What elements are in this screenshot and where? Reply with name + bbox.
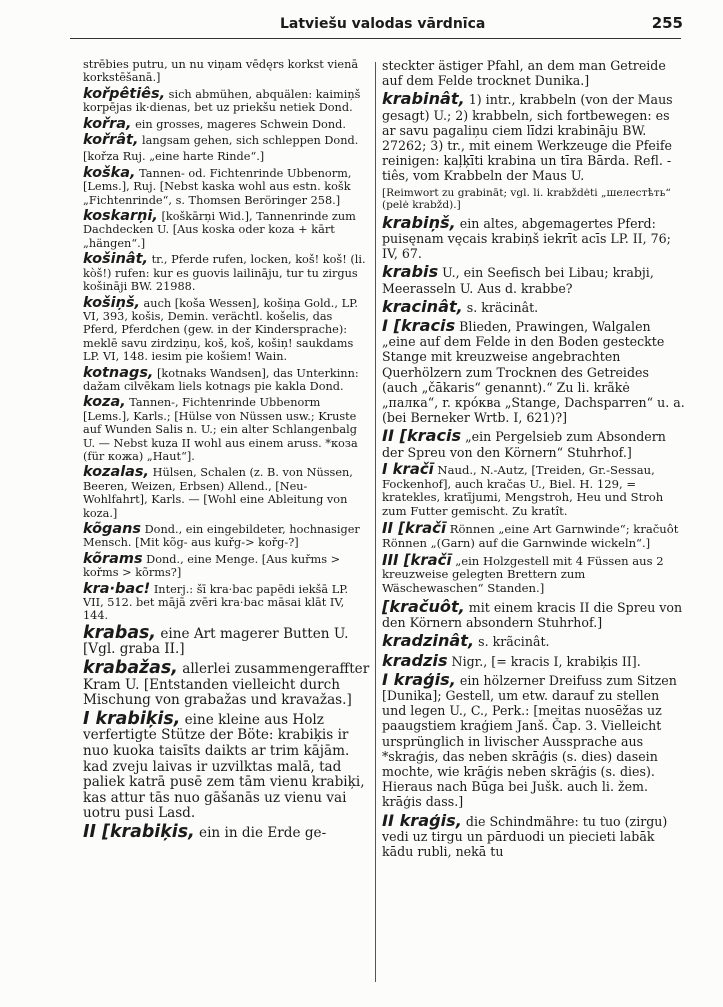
entry-body: Naud., N.-Autz, [Treiden, Gr.-Sessau, Fockenhof], auch kračas U., Biel. H. 129, = kratekles, kratījumi, Mengstroh, Heu und Stroh zum Futter gemischt. Zu kratît. [382, 462, 664, 519]
entry-body: [kořza Ruj. „eine harte Rinde“.] [83, 150, 265, 164]
entry-headword: kořpêtiês, [83, 85, 166, 102]
dictionary-entry [382, 551, 685, 596]
dictionary-entry [83, 622, 370, 658]
entry-headword: košinât, [83, 251, 149, 268]
entry-body: auch [koša Wessen], košiņa Gold., LP. VI, 393, košis, Demin. verächtl. košelis, das Pferd, Pferdchen (gew. in der Kindersprache): meklē savu zirdziņu, koš, koš, košiņ! saukdams LP. VI, 148. iesim pie košiem! Wain. [83, 296, 358, 364]
entry-headword: koška, [83, 164, 136, 181]
header-rule [70, 38, 681, 39]
entry-headword: kradzis [382, 650, 448, 670]
column-divider [375, 62, 376, 982]
dictionary-entry [382, 58, 685, 88]
dictionary-entry [382, 212, 685, 262]
entry-headword: krabinât, [382, 89, 465, 109]
dictionary-entry [83, 150, 370, 163]
dictionary-entry [382, 810, 685, 860]
dictionary-entry [83, 550, 370, 580]
entry-headword: kõrams [83, 550, 143, 567]
entry-body: eine kleine aus Holz verfertigte Stütze der Böte: krabiķis ir nuo kuoka taisīts daikts ar trim kājām. kad zveju laivas ir uzvilktas malā, tad paliek katrā pusē zem tām vienu krabiķi, kas attur tās nuo gāšanās uz vienu vai uotru pusi Lasd. [83, 711, 365, 822]
entry-headword: [kračuôt, [382, 597, 465, 617]
entry-headword: kozalas, [83, 464, 149, 481]
entry-body: „ein Holzgestell mit 4 Füssen aus 2 kreuzweise gelegten Brettern zum Wäschewaschen“ Standen.] [382, 553, 664, 596]
entry-headword: krabiņš, [382, 212, 456, 232]
entry-headword: II [kracis [382, 426, 462, 446]
dictionary-entry [382, 460, 685, 519]
dictionary-entry [83, 164, 370, 207]
entry-headword: I krabiķis, [83, 708, 181, 729]
right-column [382, 58, 685, 996]
dictionary-entry [382, 264, 685, 295]
dictionary-entry [382, 91, 685, 183]
entry-body: s. krãcinât. [474, 634, 550, 650]
entry-body: Dond., eine Menge. [Aus kuřms > kořms > kõrms?] [83, 552, 341, 580]
entry-body: Interj.: šī kra·bac papēdi iekšā LP. VII, 512. bet mājā zvēri kra·bac māsai klāt IV, 144. [83, 582, 349, 623]
entry-headword: kotnags, [83, 364, 154, 381]
dictionary-entry [83, 210, 370, 250]
entry-headword: I kraģis, [382, 669, 456, 689]
dictionary-entry [382, 633, 685, 649]
dictionary-entry [382, 650, 685, 670]
dictionary-entry [83, 134, 370, 147]
page-number: 255 [651, 14, 683, 32]
dictionary-entry [83, 58, 370, 85]
entry-body: Tannen-, Fichtenrinde Ubbenorm [Lems.], Karls.; [Hülse von Nüssen usw.; Kruste auf Wunden Salis n. U.; ein alter Schlangenbalg U. — Nebst kuza II wohl aus einem aruss. *коза (für кожа) „Haut“]. [83, 396, 358, 463]
dictionary-entry [83, 294, 370, 364]
dictionary-entry [382, 599, 685, 630]
dictionary-entry [382, 296, 685, 316]
entry-headword: kořrât, [83, 132, 139, 149]
entry-body: sich abmühen, abquälen: kaimiņš korpējas ik·dienas, bet uz priekšu netiek Dond. [83, 87, 361, 115]
entry-body: [kotnaks Wandsen], das Unterkinn: dažam cilvēkam liels kotnags pie kakla Dond. [83, 366, 359, 393]
entry-headword: I kračī [382, 460, 434, 478]
entry-body: Rönnen „eine Art Garnwinde“; kračuôt Rönnen „(Garn) auf die Garnwinde wickeln“.] [382, 522, 679, 550]
dictionary-entry [83, 821, 370, 842]
entry-body: s. kräcinât. [462, 299, 539, 315]
entry-headword: košiņš, [83, 294, 140, 311]
dictionary-entry [83, 580, 370, 623]
dictionary-entry [382, 428, 685, 459]
entry-body: U., ein Seefisch bei Libau; krabji, Meerasseln U. Aus d. krabbe? [382, 265, 654, 296]
entry-headword: II [kračī [382, 520, 447, 538]
dictionary-entry [382, 669, 685, 810]
dictionary-entry [83, 396, 370, 463]
entry-body: ein in die Erde ge- [194, 824, 327, 841]
entry-body: die Schindmähre: tu tuo (zirgu) vedi uz tirgu un pārduodi un piecieti labāk kādu rubli, nekā tu [382, 813, 668, 860]
entry-body: „ein Pergelsieb zum Absondern der Spreu von den Körnern“ Stuhrhof.] [382, 429, 666, 460]
entry-body: eine Art magerer Butten U. [Vgl. graba II.] [83, 625, 349, 658]
dictionary-entry [382, 187, 685, 212]
entry-headword: kradzinât, [382, 631, 475, 651]
entry-body: allerlei zusammengeraffter Kram U. [Entstanden vielleicht durch Mischung von grabažas und kravažas.] [83, 661, 370, 709]
dictionary-entry [83, 708, 370, 822]
entry-headword: II [krabiķis, [83, 821, 195, 842]
dictionary-entry [83, 115, 370, 132]
entry-body: [koškārņi Wid.], Tannenrinde zum Dachdecken U. [Aus koska oder koza + kārt „hängen“.] [83, 210, 356, 250]
entry-headword: krabis [382, 262, 439, 282]
entry-body: [Reimwort zu grabināt; vgl. li. krabždėti „шелестѣть“ (pelė krabžd).] [382, 186, 671, 212]
entry-headword: koskarņi, [83, 208, 158, 225]
entry-body: steckter ästiger Pfahl, an dem man Getreide auf dem Felde trocknet Dunika.] [382, 58, 666, 89]
entry-body: Nigr., [= kracis I, krabiķis II]. [447, 653, 641, 669]
dictionary-entry [382, 318, 685, 425]
entry-body: ein hölzerner Dreifuss zum Sitzen [Dunika]; Gestell, um etw. darauf zu stellen und legen U., C., Perk.: [meitas nuosēžas uz paaugstiem kraģiem Janš. Čap. 3. Vielleicht ursprünglich in livischer Aussprache aus *skraģis, das neben skrāģis (s. dies) dasein mochte, wie krāģis neben skrāģis (s. dies). Hieraus nach Būga bei Jušk. auch li. žem. krāģis dass.] [382, 672, 677, 810]
entry-headword: krabas, [83, 622, 157, 643]
entry-body: strēbies putru, un nu viņam vēdęrs korkst vienā korkstēšanā.] [83, 58, 359, 85]
dictionary-entry [83, 658, 370, 709]
dictionary-entry [83, 523, 370, 550]
entry-headword: I [kracis [382, 316, 456, 336]
entry-headword: kracinât, [382, 296, 463, 316]
entry-body: ein grosses, mageres Schwein Dond. [131, 117, 346, 131]
dictionary-entry [83, 253, 370, 293]
dictionary-entry [382, 522, 685, 551]
entry-body: ein altes, abgemagertes Pferd: puisęnam vęcais krabiņš iekrīt acīs LP. II, 76; IV, 67. [382, 215, 671, 262]
entry-headword: krabažas, [83, 658, 178, 679]
entry-headword: kořra, [83, 115, 132, 132]
running-header-title: Latviešu valodas vārdnīca [280, 16, 486, 32]
entry-headword: kra·bac! [83, 580, 151, 597]
entry-body: Dond., ein eingebildeter, hochnasiger Mensch. [Mit kõg- aus kuřg-> kořg-?] [83, 523, 360, 550]
entry-body: langsam gehen, sich schleppen Dond. [138, 134, 359, 148]
entry-body: Hülsen, Schalen (z. B. von Nüssen, Beeren, Weizen, Erbsen) Allend., [Neu-Wohlfahrt], Karls. — [Wohl eine Ableitung von koza.] [83, 466, 353, 520]
entry-headword: koza, [83, 394, 126, 411]
entry-headword: III [kračī [382, 551, 452, 569]
dictionary-entry [83, 85, 370, 115]
entry-headword: II kraģis, [382, 810, 462, 830]
dictionary-entry [83, 466, 370, 520]
entry-body: Tannen- od. Fichtenrinde Ubbenorm, [Lems.], Ruj. [Nebst kaska wohl aus estn. košk „Fichtenrinde“, s. Thomsen Beröringer 258.] [83, 166, 352, 207]
entry-body: mit einem kracis II die Spreu von den Körnern absondern Stuhrhof.] [382, 600, 683, 631]
entry-body: tr., Pferde rufen, locken, koš! koš! (li. kòš!) rufen: kur es guovis lailināju, tur tu zirgus košināji BW. 21988. [83, 253, 366, 294]
entry-body: 1) intr., krabbeln (von der Maus gesagt) U.; 2) krabbeln, sich fortbewegen: es ar savu pagaliņu ciem līdzi krabināju BW. 27262; 3) tr., mit einem Werkzeuge die Pfeife reinigen: kaļķīti krabina un tīra Bārda. Refl. -tiês, vom Krabbeln der Maus U. [382, 92, 673, 184]
entry-headword: kõgans [83, 521, 142, 537]
dictionary-entry [83, 364, 370, 394]
entry-body: Blieden, Prawingen, Walgalen „eine auf dem Felde in den Boden gesteckte Stange mit kreuzweise angebrachten Querhölzern zum Trocknen des Getreides (auch „čākaris“ genannt).“ Zu li. krãkė „палка“, r. крóква „Stange, Dachsparren“ u. a. (bei Berneker Wrtb. I, 621)?] [382, 319, 685, 426]
left-column [83, 58, 370, 996]
